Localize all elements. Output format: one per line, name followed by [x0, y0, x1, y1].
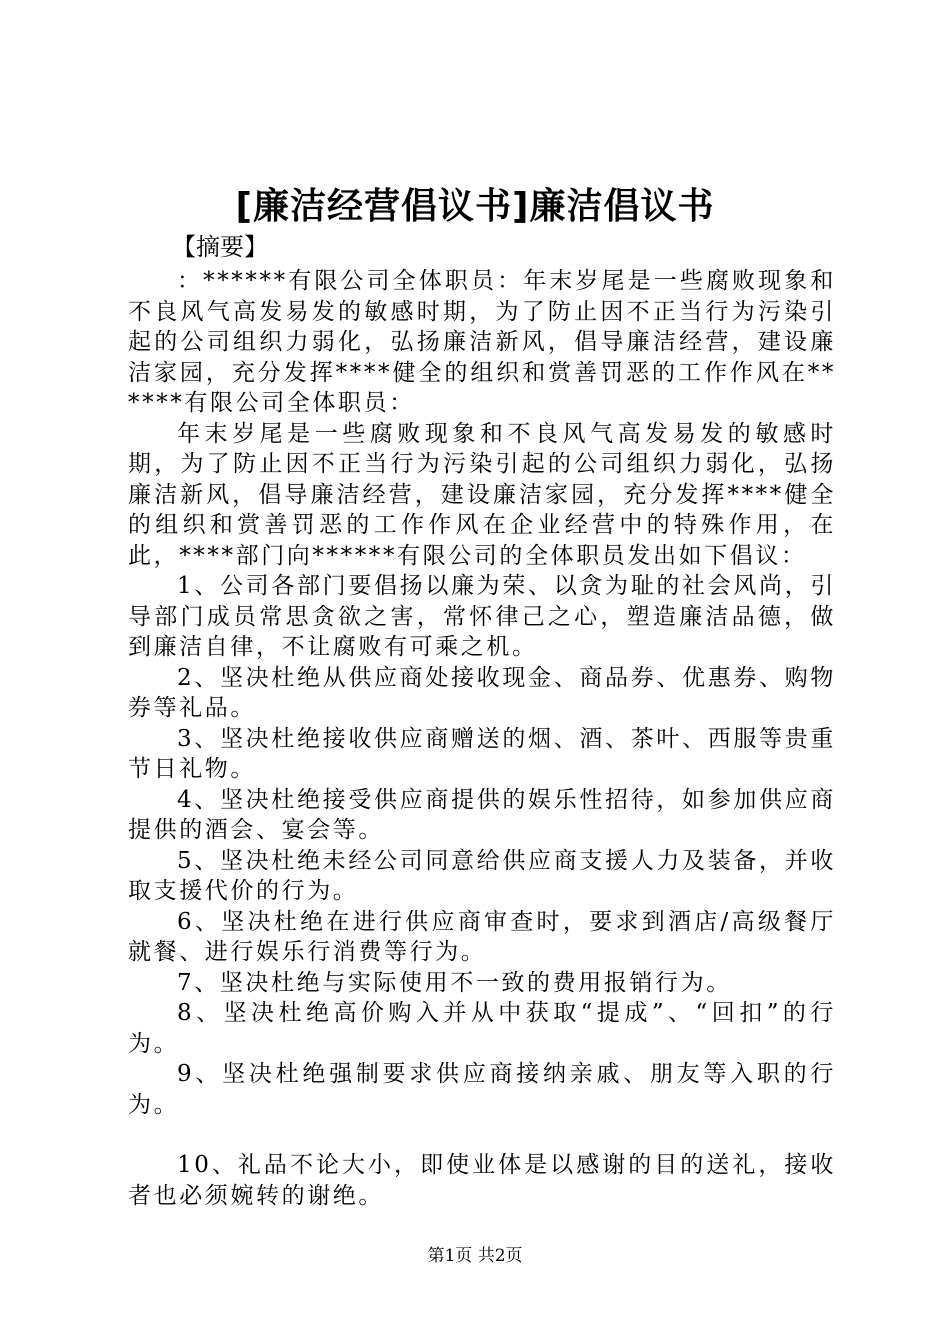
paragraph-intro: ：******有限公司全体职员：年末岁尾是一些腐败现象和不良风气高发易发的敏感时期，为了防止因不正当行为污染引起的公司组织力弱化，弘扬廉洁新风，倡导廉洁经营，建设廉洁家园，充分发挥****健全的组织和赏善罚恶的工作作风在******有限公司全体职员：	[128, 268, 836, 416]
document-body	[128, 266, 836, 1211]
paragraph-item-3: 3、坚决杜绝接收供应商赠送的烟、酒、茶叶、西服等贵重节日礼物。	[128, 725, 836, 782]
paragraph-item-9: 9、坚决杜绝强制要求供应商接纳亲戚、朋友等入职的行为。	[128, 1061, 836, 1118]
paragraph-item-1: 1、公司各部门要倡扬以廉为荣、以贪为耻的社会风尚，引导部门成员常思贪欲之害，常怀律己之心，塑造廉洁品德，做到廉洁自律，不让腐败有可乘之机。	[128, 573, 836, 660]
paragraph-item-5: 5、坚决杜绝未经公司同意给供应商支援人力及装备，并收取支援代价的行为。	[128, 847, 836, 904]
page-indicator: 第1页 共2页	[427, 1246, 523, 1266]
paragraph-item-10: 10、礼品不论大小，即使业体是以感谢的目的送礼，接收者也必须婉转的谢绝。	[128, 1152, 836, 1209]
paragraph-item-4: 4、坚决杜绝接受供应商提供的娱乐性招待，如参加供应商提供的酒会、宴会等。	[128, 786, 836, 843]
paragraph-item-2: 2、坚决杜绝从供应商处接收现金、商品券、优惠券、购物券等礼品。	[128, 664, 836, 721]
paragraph-preamble: 年末岁尾是一些腐败现象和不良风气高发易发的敏感时期，为了防止因不正当行为污染引起的公司组织力弱化，弘扬廉洁新风，倡导廉洁经营，建设廉洁家园，充分发挥****健全的组织和赏善罚恶的工作作风在企业经营中的特殊作用，在此，****部门向******有限公司的全体职员发出如下倡议：	[128, 420, 836, 569]
paragraph-item-7: 7、坚决杜绝与实际使用不一致的费用报销行为。	[177, 969, 732, 996]
paragraph-item-6: 6、坚决杜绝在进行供应商审查时，要求到酒店/高级餐厅就餐、进行娱乐行消费等行为。	[128, 908, 836, 965]
abstract-label: 【摘要】	[172, 233, 268, 261]
paragraph-item-8: 8、坚决杜绝高价购入并从中获取“提成”、“回扣”的行为。	[128, 1000, 836, 1057]
document-title: [廉洁经营倡议书]廉洁倡议书	[235, 186, 715, 227]
